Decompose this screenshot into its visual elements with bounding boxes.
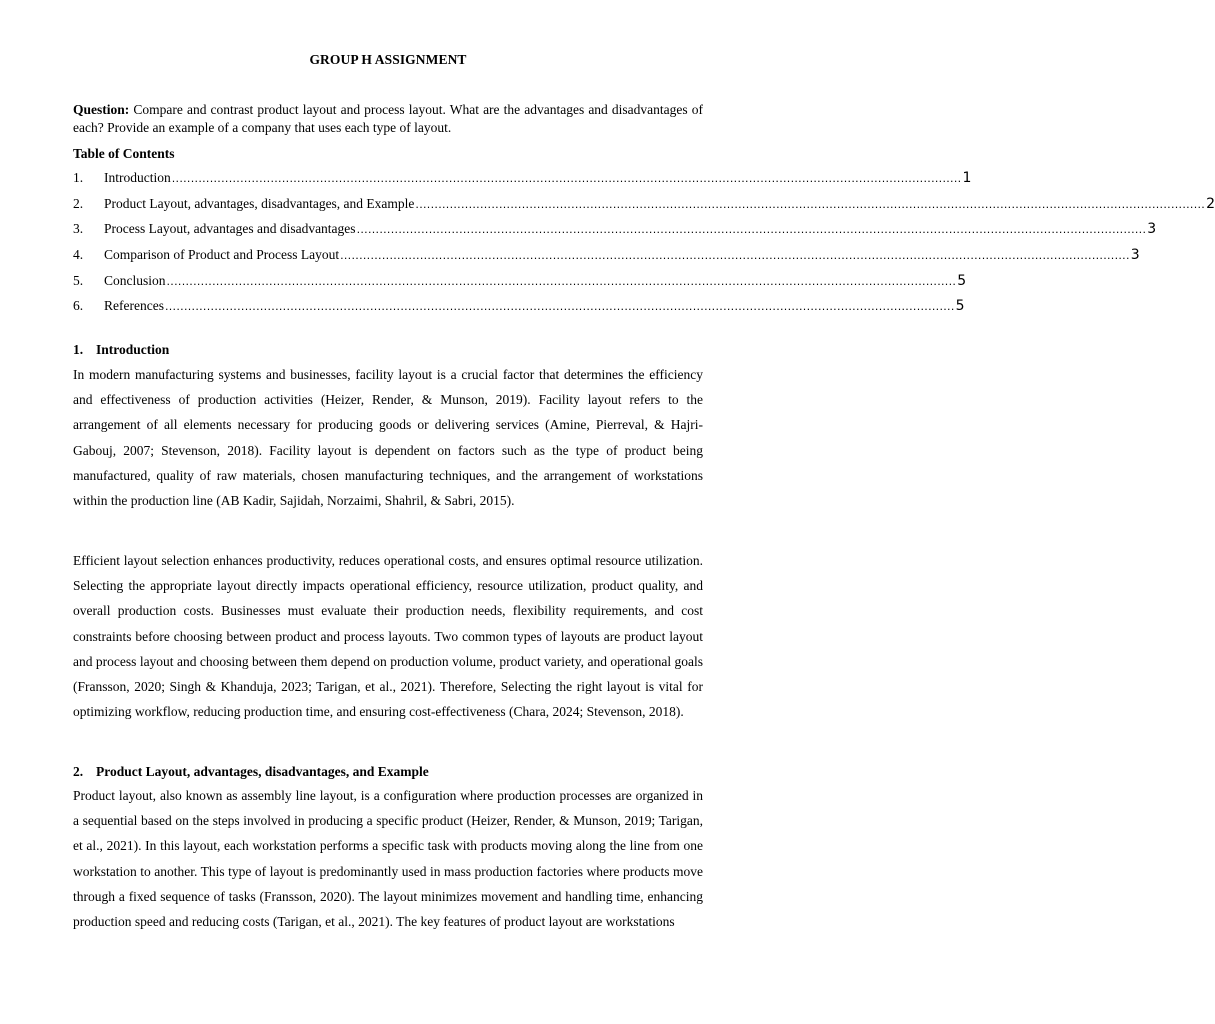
section-title: Product Layout, advantages, disadvantages, and Example (96, 764, 429, 779)
section-heading-introduction (73, 342, 169, 358)
toc-leader-dots: ................................................................................................................................................................................................................ (340, 249, 1130, 263)
toc-item-number: 6. (73, 298, 84, 314)
toc-item-label: Process Layout, advantages and disadvantages (104, 221, 356, 237)
toc-leader-dots: ................................................................................................................................................................................................................ (415, 197, 1206, 211)
toc-leader-dots: ................................................................................................................................................................................................................ (166, 274, 957, 288)
toc-leader-dots: ................................................................................................................................................................................................................ (356, 223, 1147, 237)
toc-leader-dots: ................................................................................................................................................................................................................ (171, 172, 962, 185)
question-paragraph (73, 101, 703, 137)
toc-item-number: 1. (73, 170, 84, 185)
body-paragraph: Efficient layout selection enhances productivity, reduces operational costs, and ensures optimal resource utilization. Selecting the appropriate layout directly impacts operational efficiency, resource utilization, product quality, and overall production costs. Businesses must evaluate their production needs, flexibility requirements, and cost constraints before choosing between product and process layouts. Two common types of layouts are product layout and process layout and choosing between them depend on production volume, product variety, and operational goals (Fransson, 2020; Singh & Khanduja, 2023; Tarigan, et al., 2021). Therefore, Selecting the right layout is vital for optimizing workflow, reducing production time, and ensuring cost-effectiveness (Chara, 2024; Stevenson, 2018). (73, 553, 703, 720)
toc-item-page: 3 (1130, 247, 1140, 264)
toc-item-page: 3 (1147, 221, 1157, 238)
section-number: 1. (73, 342, 84, 357)
body-paragraph: Product layout, also known as assembly line layout, is a configuration where production processes are organized in a sequential based on the steps involved in producing a specific product (Heizer, Render, & Munson, 2019; Tarigan, et al., 2021). In this layout, each workstation performs a specific task with products moving along the line from one workstation to another. This type of layout is predominantly used in mass production factories where products move through a fixed sequence of tasks (Fransson, 2020). The layout minimizes movement and handling time, enhancing production speed and reducing costs (Tarigan, et al., 2021). The key features of product layout are workstations (73, 788, 703, 930)
body-paragraph: In modern manufacturing systems and businesses, facility layout is a crucial factor that determines the efficiency and effectiveness of production activities (Heizer, Render, & Munson, 2019). Facility layout refers to the arrangement of all elements necessary for producing goods or delivering services (Amine, Pierreval, & Hajri-Gabouj, 2007; Stevenson, 2018). Facility layout is dependent on factors such as the type of product being manufactured, quality of raw materials, chosen manufacturing techniques, and the arrangement of workstations within the production line (AB Kadir, Sajidah, Norzaimi, Shahril, & Sabri, 2015). (73, 367, 703, 509)
toc-item-label: References (104, 298, 164, 314)
toc-item-number: 5. (73, 272, 84, 288)
table-of-contents (73, 170, 1215, 324)
section-number: 2. (73, 764, 84, 779)
toc-item-number: 4. (73, 247, 84, 263)
toc-item-page: 1 (962, 170, 972, 186)
section-title: Introduction (96, 342, 170, 357)
toc-item-conclusion[interactable] (73, 272, 967, 299)
toc-item-comparison[interactable] (73, 247, 1140, 273)
toc-item-page: 2 (1206, 195, 1215, 212)
toc-item-introduction[interactable] (73, 170, 972, 196)
toc-item-label: Comparison of Product and Process Layout (104, 247, 340, 263)
question-text: Compare and contrast product layout and process layout. What are the advantages and disadvantages of each? Provide an example of a company that uses each type of layout. (73, 102, 703, 135)
toc-item-label: Conclusion (104, 272, 166, 288)
toc-item-process-layout[interactable] (73, 221, 1157, 247)
toc-heading: Table of Contents (73, 146, 175, 161)
toc-item-label: Product Layout, advantages, disadvantages, and Example (104, 195, 415, 211)
toc-item-page: 5 (957, 272, 967, 289)
toc-item-number: 3. (73, 221, 84, 237)
section-heading-product-layout (73, 764, 429, 780)
toc-item-product-layout[interactable] (73, 195, 1215, 222)
toc-item-label: Introduction (104, 170, 171, 185)
toc-item-references[interactable] (73, 298, 965, 324)
toc-item-page: 5 (955, 298, 965, 315)
toc-item-number: 2. (73, 195, 84, 211)
toc-leader-dots: ................................................................................................................................................................................................................ (164, 300, 955, 314)
document-title: GROUP H ASSIGNMENT (309, 52, 467, 67)
question-label: Question: (73, 102, 130, 117)
